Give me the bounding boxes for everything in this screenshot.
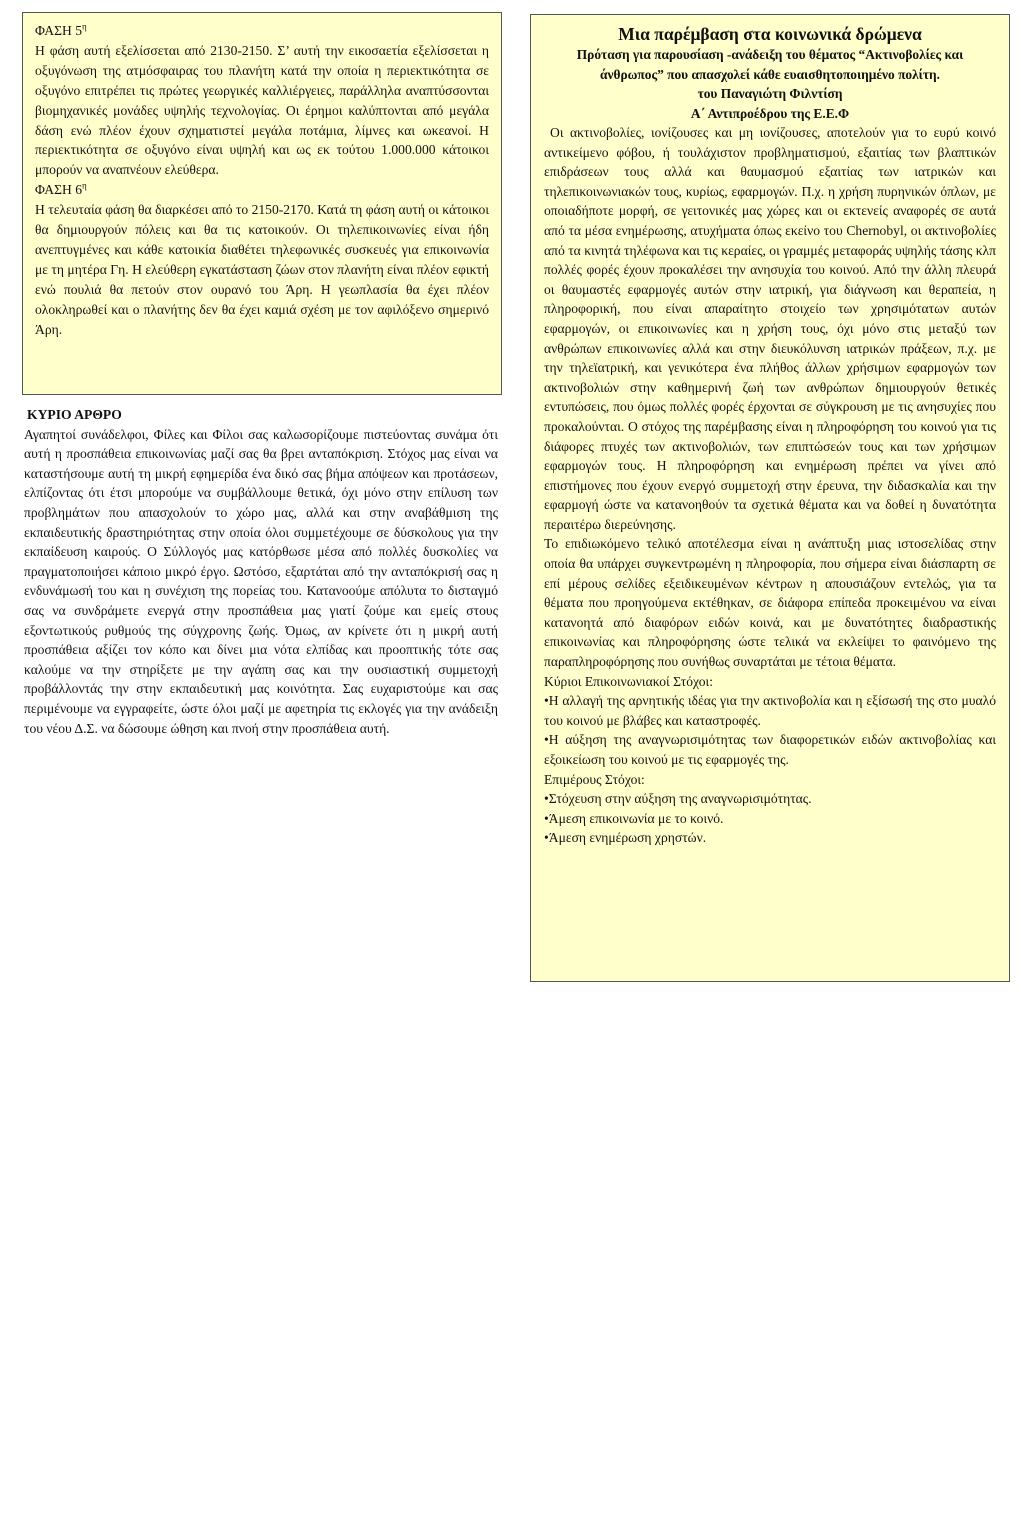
outreach-author: του Παναγιώτη Φιλντίση bbox=[697, 86, 843, 101]
outreach-paragraph-2: Το επιδιωκόμενο τελικό αποτέλεσμα είναι η ανάπτυξη μιας ιστοσελίδας στην οποία θα υπάρχει συγκεντρωμένη η πληροφορία, που σήμερα είναι διάσπαρτη σε επί μέρους σελίδες εξειδικευμένων κέντρων η απουσιάζουν εντελώς, για τα θέματα που προηγούμενα εκτέθηκαν, σε διάφορα επίπεδα προκειμένου να είναι κατανοητά από διαφόρων ειδών κοινά, και με δυνατότητες διαδραστικής επικοινωνίας και πληροφόρησης ώστε τελικά να εκλείψει το φαινόμενο της παραπληροφόρησης που συνήθως συναρτάται με τέτοια θέματα. bbox=[544, 536, 996, 670]
sub-goal-item: •Στόχευση στην αύξηση της αναγνωρισιμότητας. bbox=[544, 791, 812, 807]
main-article-body: Αγαπητοί συνάδελφοι, Φίλες και Φίλοι σας καλωσορίζουμε πιστεύοντας συνάμα ότι αυτή η προσπάθεια επικοινωνίας μαζί σας θα βρει ανταπόκριση. Στόχος μας είναι να καταστήσουμε αυτή τη μικρή εφημερίδα ένα δικό σας βήμα απόψεων και προτάσεων, ελπίζοντας ότι έτσι μπορούμε να συμβάλλουμε θετικά, όχι μόνο στην επίλυση των προβλημάτων που απασχολούν το χώρο μας, αλλά και στην αναβάθμιση της εκπαιδευτικής δραστηριότητας στην οποία όλοι συμμετέχουμε σε δύσκολους για την εκπαίδευση καιρούς. Ο Σύλλογός μας κατόρθωσε μέσα από πολλές δυσκολίες να πραγματοποιήσει κάποιο μικρό έργο. Ωστόσο, εξαρτάται από την ανταπόκρισή σας η ενδυνάμωσή του και η συνέχιση της πορείας του. Κατανοούμε απόλυτα το δισταγμό σας να συνδράμετε ενεργά στην προσπάθεια μας γιατί ζούμε και εμείς στους εξοντωτικούς ρυθμούς της σύγχρονης ζωής. Όμως, αν κρίνετε ότι η μικρή αυτή προσπάθεια αξίζει τον κόπο και δίνει μια νότα ελπίδας και προοπτικής τότε σας καλούμε να την στηρίξετε με την αγάπη σας και την ουσιαστική συμμετοχή προβάλλοντάς την στην εκπαιδευτική μας κοινότητα. Σας ευχαριστούμε και σας περιμένουμε να εγγραφείτε, ώστε όλοι μαζί με αφετηρία τις εκλογές για την ανάδειξη του νέου Δ.Σ. να δώσουμε ώθηση και πνοή στην προσπάθεια αυτή. bbox=[24, 426, 498, 736]
outreach-article-box bbox=[530, 14, 1010, 982]
main-goals-label: Κύριοι Επικοινωνιακοί Στόχοι: bbox=[544, 673, 713, 689]
main-article bbox=[24, 405, 498, 738]
outreach-paragraph-1: Οι ακτινοβολίες, ιονίζουσες και μη ιονίζουσες, αποτελούν για το ευρύ κοινό αντικείμενο φόβου, ή τουλάχιστον προβληματισμού, εξαιτίας των βλαπτικών επιδράσεων τους αλλά και θαυμασμού εξαιτίας των ιατρικών και τηλεπικοινωνιακών τους, κυρίως, εφαρμογών. Π.χ. η χρήση πυρηνικών όπλων, με οποιαδήποτε μορφή, σε γειτονικές μας χώρες και οι εκτενείς αναφορές σε αυτά από τα μέσα ενημέρωσης, ατυχήματα όπως εκείνο του Chernobyl, οι ακτινοβολίες από τα κινητά τηλέφωνα και τις κεραίες, οι γραμμές μεταφοράς υψηλής τάσης κλπ πολλές φορές έχουν προκαλέσει την ανησυχία του κοινού. Από την άλλη πλευρά οι θαυμαστές εφαρμογές αυτών στην ιατρική, για διάγνωση και θεραπεία, η πληροφορική, που είναι απαραίτητο στοιχείο των χρησιμότατων αυτών εφαρμογών, οι επικοινωνίες και η χρήση τους, όχι μόνο στις μεταξύ των ανθρώπων επικοινωνίες αλλά και στην διευκόλυνση ιατρικών πράξεων, π.χ. με την τηλεϊατρική, και γενικότερα ένα πλήθος άλλων χρήσιμων εφαρμογών των ακτινοβολιών στην καθημερινή ζωή των ανθρώπων δημιουργούν θετικές εντυπώσεις, που όμως πολλές φορές έρχονται σε σύγκρουση με τις ανησυχίες που προκαλούνται. Ο στόχος της παρέμβασης είναι η πληροφόρηση του κοινού για τις διάφορες πτυχές των ακτινοβολιών, των επιπτώσεών τους και των χρήσιμων εφαρμογών τους. Η πληροφόρηση και ενημέρωση πρέπει να γίνει από επιστήμονες που έχουν ενεργό συμμετοχή στην έρευνα, την διδασκαλία και την εφαρμογή ώστε να κατανοηθούν τα σχετικά θέματα και να δοθεί η δυνατότητα περαιτέρω διερεύνησης. bbox=[544, 125, 996, 532]
outreach-subtitle: Πρόταση για παρουσίαση -ανάδειξη του θέματος “Ακτινοβολίες και άνθρωπος” που απασχολεί κάθε ευαισθητοποιημένο πολίτη. bbox=[576, 47, 964, 82]
phase-6-heading bbox=[35, 180, 489, 200]
phase-6-text: Η τελευταία φάση θα διαρκέσει από το 2150-2170. Κατά τη φάση αυτή οι κάτοικοι θα δημιουργούν πόλεις και θα τις κατοικούν. Οι τηλεπικοινωνίες είναι ήδη ανεπτυγμένες και κάθε κατοικία διαθέτει τηλεφωνικές συσκευές για επικοινωνία με τη μητέρα Γη. Η ελεύθερη εγκατάσταση ζώων στον πλανήτη είναι πλέον εφικτή ενώ πουλιά θα πετούν στον ουρανό του Άρη. Η γεωπλασία θα έχει πλέον ολοκληρωθεί και ο πλανήτης δεν θα έχει καμιά σχέση με τον αφιλόξενο σημερινό Άρη. bbox=[35, 202, 489, 337]
main-goal-item: •Η αύξηση της αναγνωρισιμότητας των διαφορετικών ειδών ακτινοβολίας και εξοικείωση του κοινού με τις εφαρμογές της. bbox=[544, 732, 996, 767]
phase-6-superscript: η bbox=[82, 180, 87, 191]
phase-6-label: ΦΑΣΗ 6 bbox=[35, 182, 83, 198]
outreach-title: Μια παρέμβαση στα κοινωνικά δρώμενα bbox=[618, 24, 922, 44]
sub-goal-item: •Άμεση επικοινωνία με το κοινό. bbox=[544, 810, 724, 826]
sub-goals-label: Επιμέρους Στόχοι: bbox=[544, 771, 645, 787]
phase-5-superscript: η bbox=[82, 21, 87, 32]
phase-5-label: ΦΑΣΗ 5 bbox=[35, 23, 83, 38]
sub-goal-item: •Άμεση ενημέρωση χρηστών. bbox=[544, 830, 707, 846]
phase-5-text: Η φάση αυτή εξελίσσεται από 2130-2150. Σ’ αυτή την εικοσαετία εξελίσσεται η οξυγόνωση της ατμόσφαιρας του πλανήτη κατά την οποία η περιεκτικότητα σε οξυγόνο επιτρέπει τις πρώτες γεωργικές καλλιέργειες, παράλληλα αναπτύσσονται βιομηχανικές μονάδες υψηλής τεχνολογίας. Οι έρημοι καλύπτονται από μεγάλα δάση ενώ πλέον έχουν σχηματιστεί μεγάλα ποτάμια, λίμνες και ωκεανοί. Η περιεκτικότητα σε οξυγόνο είναι υψηλή και ως εκ τούτου 1.000.000 κάτοικοι μπορούν να αναπνέουν ελεύθερα. bbox=[35, 42, 489, 178]
mars-phases-box bbox=[22, 12, 502, 395]
outreach-author-role: Α΄ Αντιπροέδρου της Ε.Ε.Φ bbox=[690, 105, 850, 121]
main-goal-item: •Η αλλαγή της αρνητικής ιδέας για την ακτινοβολία και η εξίσωσή της στο μυαλό του κοινού με βλάβες και καταστροφές. bbox=[544, 693, 996, 728]
main-article-heading: ΚΥΡΙΟ ΑΡΘΡΟ bbox=[27, 407, 122, 422]
phase-5-heading bbox=[35, 21, 489, 41]
